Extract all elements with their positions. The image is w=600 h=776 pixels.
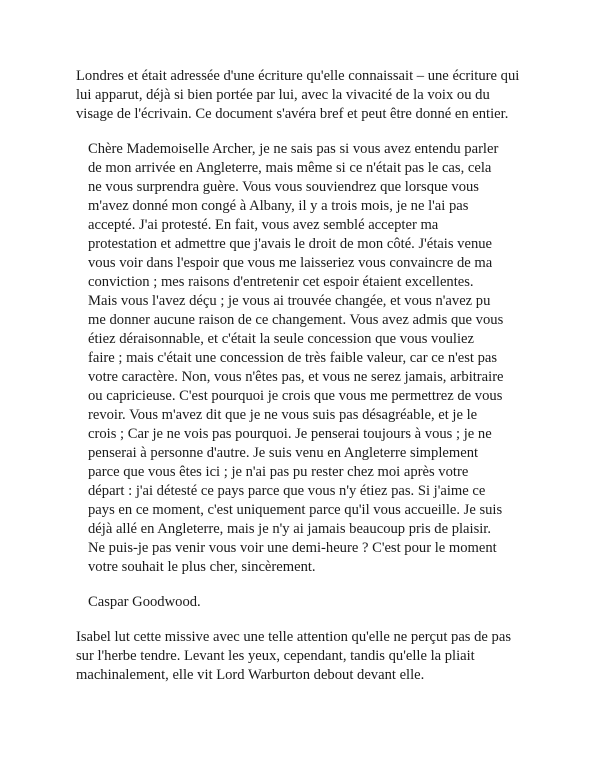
letter-line: ou capricieuse. C'est pourquoi je crois que vous me permettrez de vous — [88, 388, 503, 404]
letter-line: votre souhait le plus cher, sincèrement. — [88, 559, 316, 575]
intro-line: lui apparut, déjà si bien portée par lui, avec la vivacité de la voix ou du — [76, 87, 490, 103]
letter-line: revoir. Vous m'avez dit que je ne vous suis pas désagréable, et je le — [88, 407, 478, 423]
letter-line: votre caractère. Non, vous n'êtes pas, et vous ne serez jamais, arbitraire — [88, 369, 504, 385]
letter-line: penserai à personne d'autre. Je suis venu en Angleterre simplement — [88, 445, 479, 461]
letter-line: départ : j'ai détesté ce pays parce que vous n'y étiez pas. Si j'aime ce — [88, 483, 486, 499]
letter-line: de mon arrivée en Angleterre, mais même si ce n'était pas le cas, cela — [88, 160, 492, 176]
intro-line: visage de l'écrivain. Ce document s'avéra bref et peut être donné en entier. — [76, 106, 509, 122]
letter-line: accepté. J'ai protesté. En fait, vous avez semblé accepter ma — [88, 217, 439, 233]
intro-line: Londres et était adressée d'une écriture qu'elle connaissait – une écriture qui — [76, 68, 520, 84]
letter-line: ne vous surprendra guère. Vous vous souviendrez que lorsque vous — [88, 179, 479, 195]
letter-line: déjà allé en Angleterre, mais je n'y ai jamais beaucoup pris de plaisir. — [88, 521, 492, 537]
letter-line: crois ; Car je ne vois pas pourquoi. Je penserai toujours à vous ; je ne — [88, 426, 492, 442]
closing-line: Isabel lut cette missive avec une telle attention qu'elle ne perçut pas de pas — [76, 629, 512, 645]
letter-line: Ne puis-je pas venir vous voir une demi-heure ? C'est pour le moment — [88, 540, 497, 556]
letter-line: Chère Mademoiselle Archer, je ne sais pas si vous avez entendu parler — [88, 141, 499, 157]
closing-line: machinalement, elle vit Lord Warburton debout devant elle. — [76, 667, 425, 683]
letter-line: Mais vous l'avez déçu ; je vous ai trouvée changée, et vous n'avez pu — [88, 293, 491, 309]
letter-line: m'avez donné mon congé à Albany, il y a trois mois, je ne l'ai pas — [88, 198, 469, 214]
letter-line: me donner aucune raison de ce changement. Vous avez admis que vous — [88, 312, 504, 328]
letter-line: parce que vous êtes ici ; je n'ai pas pu rester chez moi après votre — [88, 464, 469, 480]
letter-line: vous voir dans l'espoir que vous me laisseriez vous convaincre de ma — [88, 255, 493, 271]
letter-line: faire ; mais c'était une concession de très faible valeur, car ce n'est pas — [88, 350, 498, 366]
letter-line: étiez déraisonnable, et c'était la seule concession que vous vouliez — [88, 331, 474, 347]
letter-line: protestation et admettre que j'avais le droit de mon côté. J'étais venue — [88, 236, 493, 252]
closing-line: sur l'herbe tendre. Levant les yeux, cependant, tandis qu'elle la pliait — [76, 648, 475, 664]
letter-signature: Caspar Goodwood. — [88, 594, 201, 610]
letter-line: conviction ; mes raisons d'entretenir cet espoir étaient excellentes. — [88, 274, 474, 290]
letter-line: pays en ce moment, c'est uniquement parce qu'il vous accueille. Je suis — [88, 502, 503, 518]
